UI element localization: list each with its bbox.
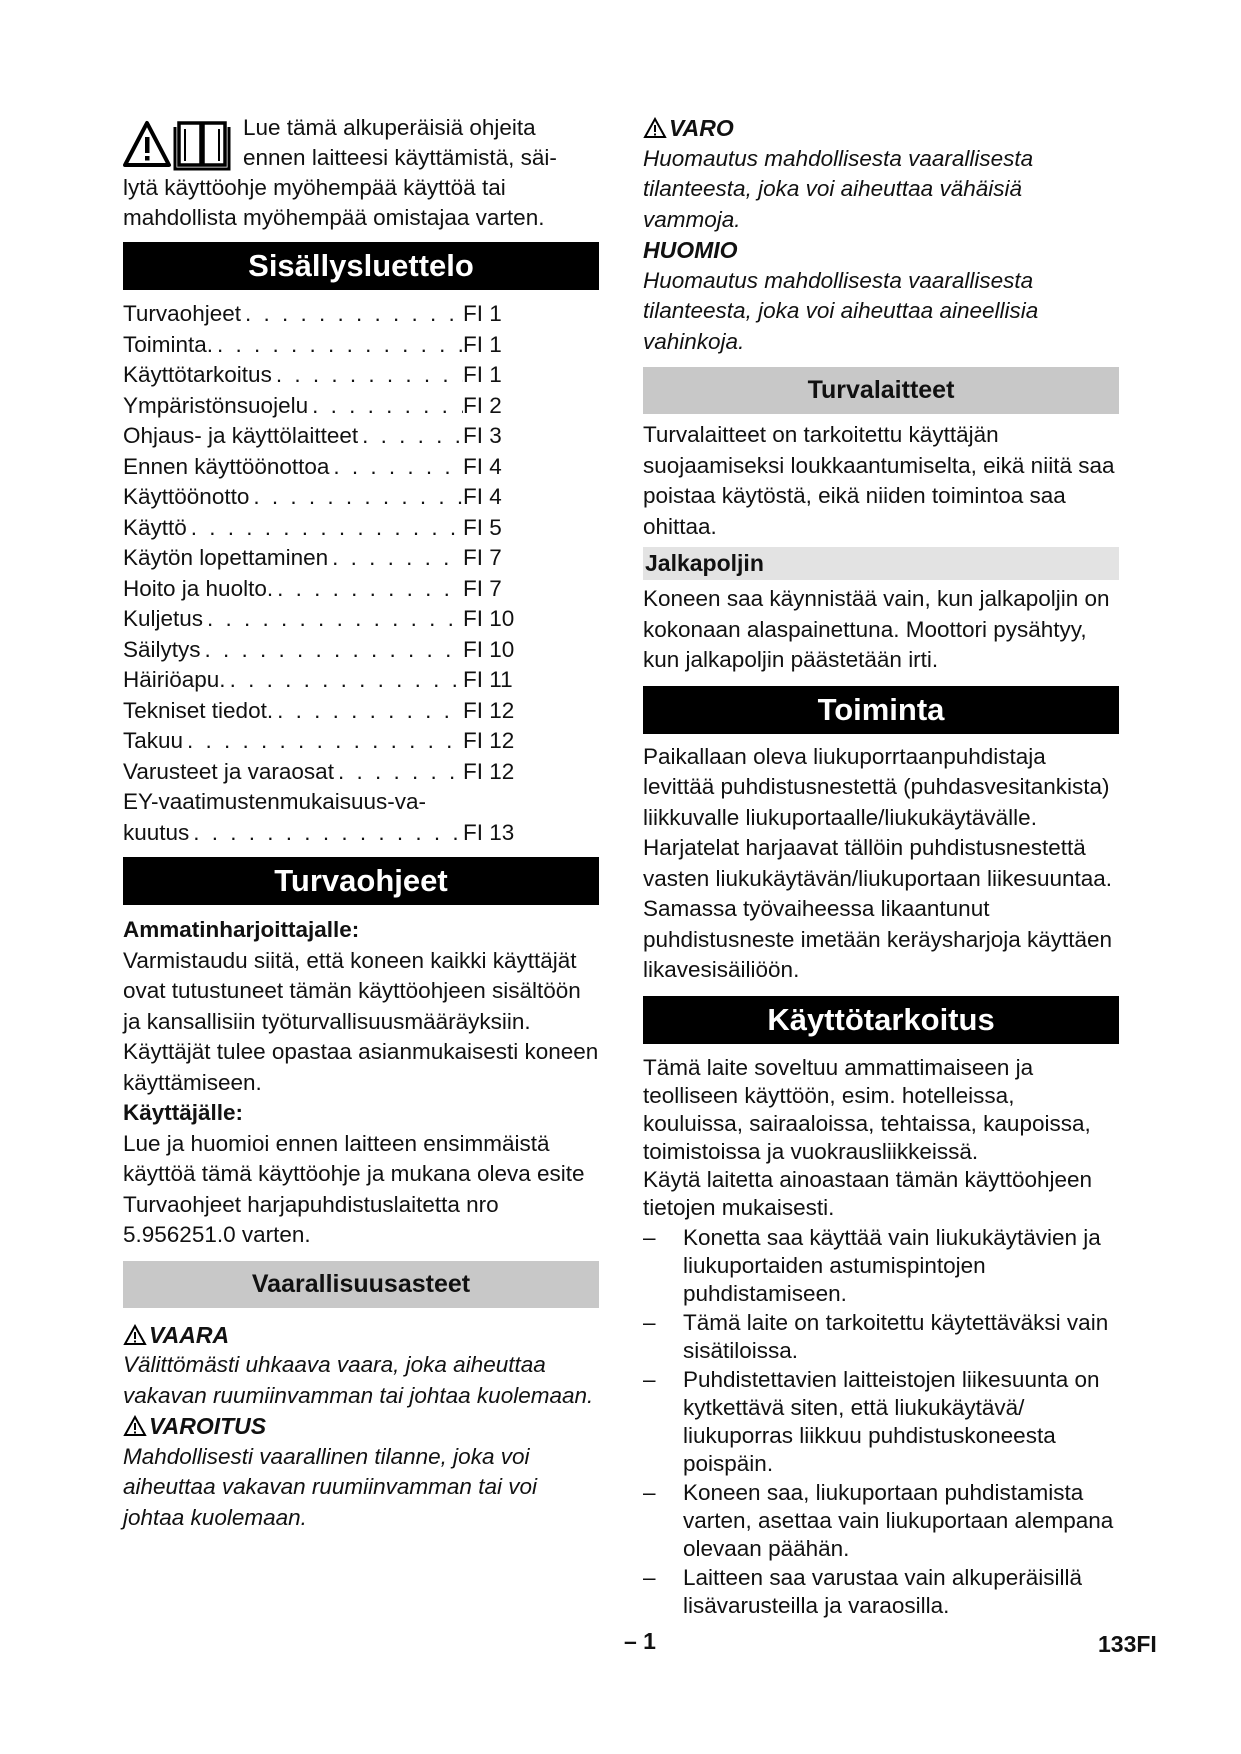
toc-item-label: Takuu [123,728,184,753]
intro-line: lytä käyttöohje myöhempää käyttöä tai [123,175,506,200]
toc-item-label: Tekniset tiedot. [123,697,274,723]
toc-heading: Sisällysluettelo [123,242,599,290]
toc-item[interactable] [123,726,523,757]
hazard-text: Huomautus mahdollisesta vaarallisesta tilanteesta, joka voi aiheuttaa vähäisiä vammoja. [643,145,1034,232]
subheading-jalkapoljin: Jalkapoljin [643,547,1119,580]
hazard-text: Huomautus mahdollisesta vaarallisesta tilanteesta, joka voi aiheuttaa aineellisia vahinkoja. [643,267,1039,354]
warning-triangle-icon [123,1324,147,1346]
toc-item-page: FI 1 [463,362,502,387]
toc-item-label: Käyttötarkoitus [123,362,272,387]
toc-item-label: Käytön lopettaminen [123,545,329,570]
section-heading-toiminta: Toiminta [643,686,1119,734]
warning-triangle-icon [123,1415,147,1437]
list-item: – Puhdistettavien laitteistojen liikesuunta on kytkettävä siten, että liukukäytävä/ liukuporras liikkuu puhdistuskoneesta poispäin. [643,1366,1100,1476]
toc-item-label: EY-vaatimustenmukaisuus-va- [123,789,427,814]
toc-item[interactable] [123,299,523,330]
hazard-level-huomio: HUOMIO [643,237,738,263]
open-book-icon [175,123,229,169]
hazard-level-vaara: VAARA [123,1320,599,1351]
usage-list [643,1224,1119,1620]
toc-item[interactable] [123,696,523,727]
right-column [643,113,1119,1621]
toc-item-label: Hoito ja huolto. [123,575,274,601]
list-item: – Koneen saa, liukuportaan puhdistamista varten, asettaa vain liukuportaan alempana olevaan päähän. [643,1479,1114,1561]
toc-item[interactable] [123,360,523,391]
section-heading-turvalaitteet: Turvalaitteet [643,367,1119,414]
hazard-text: Mahdollisesti vaarallinen tilanne, joka voi aiheuttaa vakavan ruumiinvamman tai voi johtaa kuolemaan. [123,1443,537,1530]
hazard-level-varoitus: VAROITUS [123,1411,599,1442]
list-item: – Konetta saa käyttää vain liukukäytävien ja liukuportaiden astumispintojen puhdistamiseen. [643,1224,1101,1306]
toc-item[interactable] [123,391,523,422]
intro-notice [123,113,599,233]
section-heading-vaarallisuusasteet: Vaarallisuusasteet [123,1261,599,1308]
toc-item-page: FI 12 [463,728,515,753]
toc-item[interactable] [123,421,523,452]
toiminta-text: Paikallaan oleva liukuporrtaanpuhdistaja levittää puhdistusnestettä (puhdasvesitankista) liikkuvalle liukuportaalle/liukukäytävälle. Harjatelat harjaavat tällöin puhdistusnestettä vasten liukukäytävän/liukuportaan liikesuuntaa. Samassa työvaiheessa likaantunut puhdistusneste imetään keräysharjoja käyttäen likavesisäiliöön. [643,743,1113,982]
toc-item[interactable] [123,482,523,513]
jalkapoljin-text: Koneen saa käynnistää vain, kun jalkapoljin on kokonaan alaspainettuna. Moottori pysähtyy, kun jalkapoljin päästetään irti. [643,586,1110,672]
toc-item[interactable] [123,665,523,696]
toc-item-label: Ennen käyttöönottoa [123,453,330,479]
toc-item-page: FI 7 [463,545,502,570]
hazard-text: Välittömästi uhkaava vaara, joka aiheuttaa vakavan ruumiinvamman tai johtaa kuolemaan. [123,1352,594,1408]
toc-item[interactable] [123,513,523,544]
warning-triangle-icon [643,117,667,139]
warning-triangle-icon [123,117,235,171]
text-user: Lue ja huomioi ennen laitteen ensimmäistä käyttöä tämä käyttöohje ja mukana oleva esite Turvaohjeet harjapuhdistuslaitetta nro 5.956251.0 varten. [123,1130,585,1247]
intro-line: ennen laitteesi käyttämistä, säi- [243,145,557,170]
label-professional: Ammatinharjoittajalle: [123,917,360,942]
toc-item[interactable] [123,574,523,605]
turvalaitteet-text: Turvalaitteet on tarkoitettu käyttäjän suojaamiseksi loukkaantumiselta, eikä niitä saa poistaa käytöstä, eikä niiden toimintoa saa ohittaa. [643,422,1115,539]
toc-item-label: Ohjaus- ja käyttölaitteet [123,423,359,448]
toc-item-label: Turvaohjeet [123,301,241,326]
hazard-level-varo: VARO [643,113,1119,144]
toc-item-label: Ympäristönsuojelu [123,392,309,418]
toc-item-page: FI 7 [463,575,502,601]
toc-item-page: FI 12 [463,758,515,784]
kayttotarkoitus-text: Käytä laitetta ainoastaan tämän käyttöohjeen tietojen mukaisesti. [643,1166,1093,1220]
toc-item-label: Varusteet ja varaosat [123,758,334,784]
page-code: 133FI [1098,1631,1157,1657]
toc-item[interactable] [123,543,523,574]
intro-line: mahdollista myöhempää omistajaa varten. [123,205,545,230]
section-heading-turvaohjeet: Turvaohjeet [123,857,599,905]
toc-item-page: FI 10 [463,606,515,631]
toc-item-label: Käyttöönotto [123,484,250,509]
toc-item-page: FI 4 [463,453,502,479]
toc-item[interactable] [123,604,523,635]
toc-item-label: Toiminta. [123,331,214,357]
label-user: Käyttäjälle: [123,1100,244,1125]
left-column [123,113,599,1533]
section-heading-kayttotarkoitus: Käyttötarkoitus [643,996,1119,1044]
kayttotarkoitus-text: Tämä laite soveltuu ammattimaiseen ja teolliseen käyttöön, esim. hotelleissa, kouluissa, sairaaloissa, tehtaissa, kaupoissa, toimistoissa ja vuokrausliikkeissä. [643,1054,1091,1164]
toc-item-page: FI 12 [463,697,515,723]
toc-item-page: FI 1 [463,331,502,357]
intro-line: Lue tämä alkuperäisiä ohjeita [243,115,536,140]
page-number: – 1 [624,1628,656,1654]
toc-item[interactable] [123,635,523,666]
toc-item-page: FI 11 [463,667,513,692]
list-item: – Laitteen saa varustaa vain alkuperäisillä lisävarusteilla ja varaosilla. [643,1564,1082,1618]
table-of-contents [123,299,599,848]
text-professional: Varmistaudu siitä, että koneen kaikki käyttäjät ovat tutustuneet tämän käyttöohjeen sisältöön ja kansallisiin työturvallisuusmääräyksiin. Käyttäjät tulee opastaa asianmukaisesti koneen käyttämiseen. [123,947,599,1095]
toc-item-page: FI 3 [463,423,502,448]
toc-item-page: FI 10 [463,636,515,662]
toc-item-page: FI 1 [463,301,502,326]
toc-item-label: Käyttö [123,514,187,540]
list-item: – Tämä laite on tarkoitettu käytettäväksi vain sisätiloissa. [643,1309,1109,1363]
toc-item-label: Kuljetus [123,606,204,631]
toc-item-label: kuutus [123,819,190,845]
toc-item-label: Säilytys [123,636,201,662]
toc-item-label: Häiriöapu. [123,667,226,692]
toc-item-page: FI 4 [463,484,502,509]
toc-item[interactable] [123,452,523,483]
toc-item-page: FI 13 [463,819,515,845]
toc-item[interactable] [123,787,599,848]
toc-item[interactable] [123,330,523,361]
toc-item-page: FI 2 [463,392,502,418]
toc-item-page: FI 5 [463,514,502,540]
toc-item[interactable] [123,757,523,788]
